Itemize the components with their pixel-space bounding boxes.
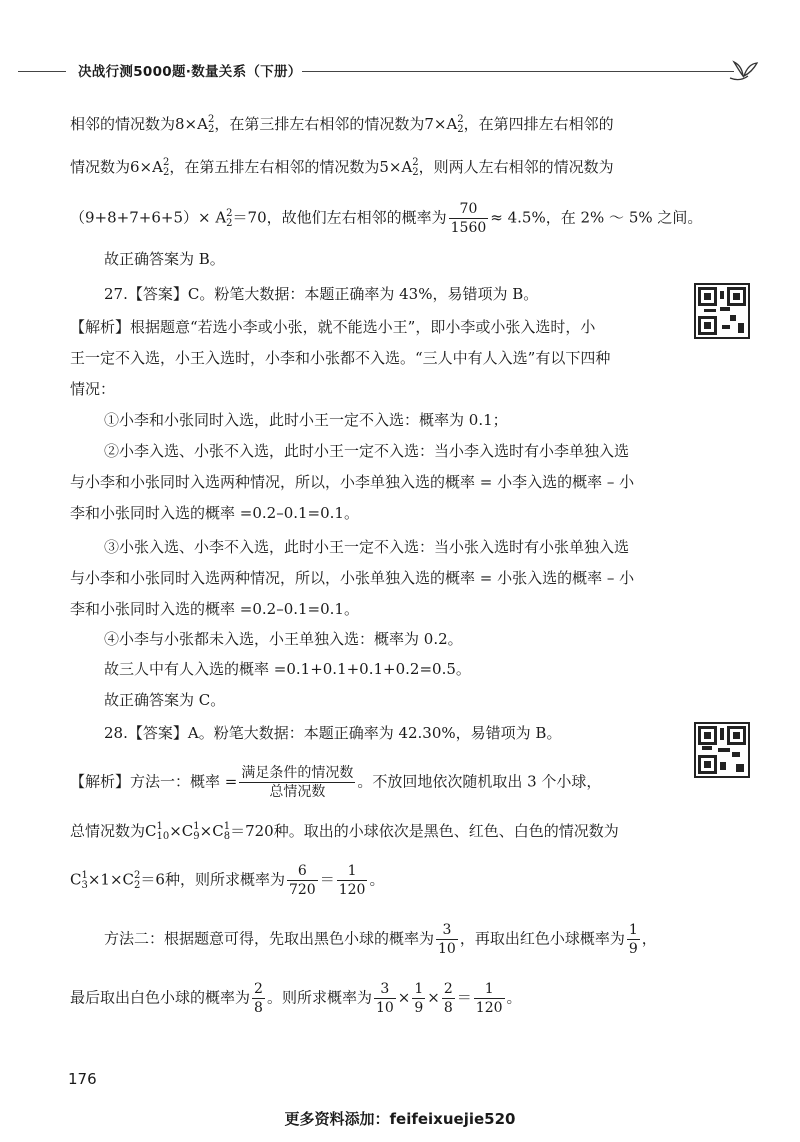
leaf-icon <box>726 56 760 84</box>
text-line-3: （9+8+7+6+5）× A 2 2 ＝70，故他们左右相邻的概率为 $\frac{70}{1560}$ ≈ 4.5%，在 2% ～ 5% 之间。 <box>70 201 703 236</box>
text-line-1: 相邻的情况数为8×A 2 2 ，在第三排左右相邻的情况数为7×A 2 2 ，在第四排左右相邻的 <box>70 114 614 135</box>
q27-case-4: ④小李与小张都未入选，小王单独入选：概率为 0.2。 <box>104 630 463 648</box>
footer-note: 更多资料添加：feifeixuejie520 <box>284 1110 516 1128</box>
book-title: 决战行测5000题·数量关系（下册） <box>78 64 302 80</box>
q27-analysis-line-2: 王一定不入选，小王入选时，小李和小张都不入选。“三人中有人入选”有以下四种 <box>70 349 611 367</box>
q28-method-1-line-2: 总情况数为C 1 10 ×C 1 9 ×C 1 8 ＝720种。取出的小球依次是黑色、红色、白色的情况数为 <box>70 821 619 842</box>
q28-method-1-line-1: 【解析】方法一：概率 = $\frac{\text{满足条件的情况数}}{\text{总情况数}}$ 。不放回地依次随机取出 3 个小球， <box>70 765 602 800</box>
fraction-1-9: $\frac{1}{9}$ <box>628 922 638 957</box>
q27-sum: 故三人中有人入选的概率 =0.1+0.1+0.1+0.2=0.5。 <box>104 660 471 678</box>
q28-method-2-line-1: 方法二：根据题意可得，先取出黑色小球的概率为 $\frac{3}{10}$ ，再取出红色小球概率为 $\frac{1}{9}$ ， <box>104 922 657 957</box>
header-rule-right <box>302 71 734 72</box>
q27-case-2-line-2: 与小李和小张同时入选两种情况，所以，小李单独入选的概率 = 小李入选的概率 – 小 <box>70 473 635 491</box>
fraction-probability-definition: $\frac{\text{满足条件的情况数}}{\text{总情况数}}$ <box>241 765 354 800</box>
fraction-1-9-b: $\frac{1}{9}$ <box>414 981 424 1016</box>
fraction-1-120-b: $\frac{1}{120}$ <box>475 981 503 1016</box>
fraction-6-720: $\frac{6}{720}$ <box>288 863 316 898</box>
q27-analysis-line-1: 【解析】根据题意“若选小李或小张，就不能选小王”，即小李或小张入选时，小 <box>70 318 596 336</box>
answer-line-26: 故正确答案为 B。 <box>104 250 225 268</box>
fraction-2-8: $\frac{2}{8}$ <box>254 981 263 1016</box>
running-header <box>0 56 800 86</box>
q27-case-2-line-3: 李和小张同时入选的概率 =0.2–0.1=0.1。 <box>70 504 359 522</box>
fraction-2-8-b: $\frac{2}{8}$ <box>443 981 453 1016</box>
header-rule-left <box>18 71 66 72</box>
q28-method-2-line-2: 最后取出白色小球的概率为 $\frac{2}{8}$ 。则所求概率为 $\frac{3}{10}$ × $\frac{1}{9}$ × $\frac{2}{8}$ ＝ $\frac{1}{120}$ 。 <box>70 981 522 1016</box>
fraction-3-10-b: $\frac{3}{10}$ <box>375 981 394 1016</box>
page-number: 176 <box>68 1070 97 1088</box>
qr-code-q27[interactable] <box>694 283 750 339</box>
q27-analysis-line-3: 情况： <box>70 380 116 398</box>
q28-method-1-line-3: C 1 3 ×1×C 2 2 ＝6种，则所求概率为 $\frac{6}{720}$ ＝ $\frac{1}{120}$ 。 <box>70 863 385 898</box>
fraction-70-1560: $\frac{70}{1560}$ <box>450 201 487 236</box>
fraction-1-120: $\frac{1}{120}$ <box>338 863 366 898</box>
q27-answer: 27.【答案】C。粉笔大数据：本题正确率为 43%，易错项为 B。 <box>104 285 539 303</box>
q27-final-answer: 故正确答案为 C。 <box>104 691 226 709</box>
q27-case-1: ①小李和小张同时入选，此时小王一定不入选：概率为 0.1； <box>104 411 508 429</box>
q27-case-3-line-2: 与小李和小张同时入选两种情况，所以，小张单独入选的概率 = 小张入选的概率 – 小 <box>70 569 635 587</box>
fraction-3-10: $\frac{3}{10}$ <box>438 922 456 957</box>
q27-case-2-line-1: ②小李入选、小张不入选，此时小王一定不入选：当小李入选时有小李单独入选 <box>104 442 630 460</box>
text-line-2: 情况数为6×A 2 2 ，在第五排左右相邻的情况数为5×A 2 2 ，则两人左右相邻的情况数为 <box>70 157 614 178</box>
q27-case-3-line-1: ③小张入选、小李不入选，此时小王一定不入选：当小张入选时有小张单独入选 <box>104 538 630 556</box>
qr-code-q28[interactable] <box>694 722 750 778</box>
q28-answer: 28.【答案】A。粉笔大数据：本题正确率为 42.30%，易错项为 B。 <box>104 724 562 742</box>
q27-case-3-line-3: 李和小张同时入选的概率 =0.2–0.1=0.1。 <box>70 600 359 618</box>
